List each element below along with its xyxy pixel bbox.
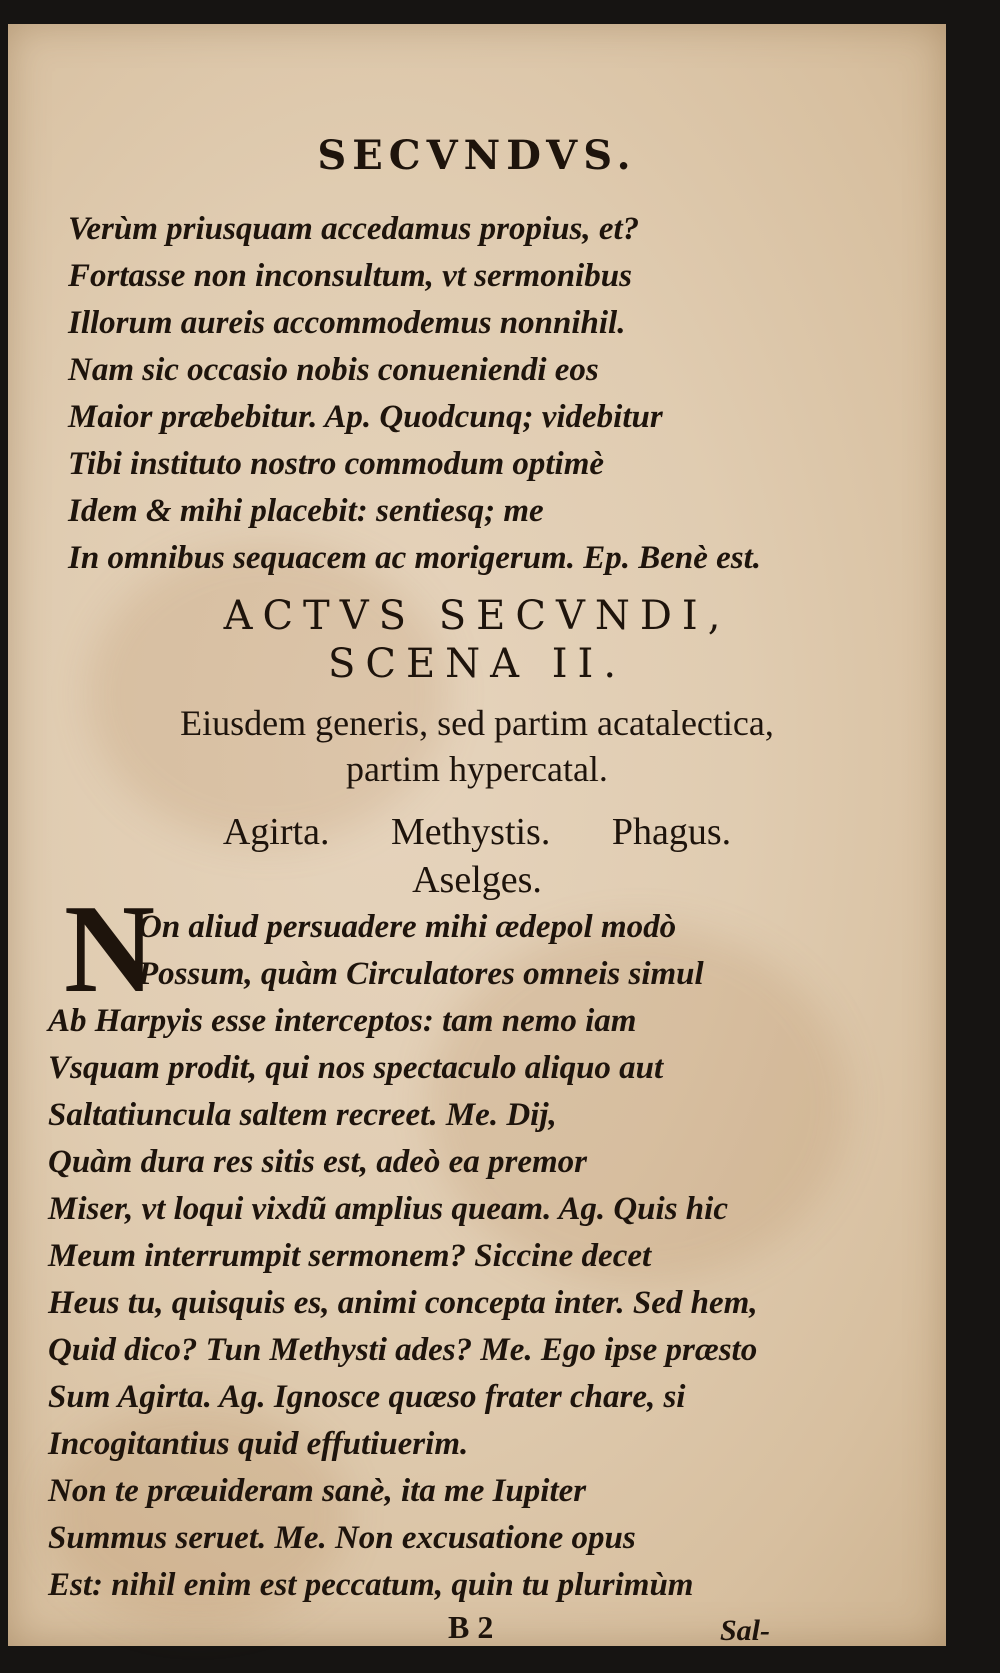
verse-line: Heus tu, quisquis es, animi concepta inter. Sed hem, — [48, 1285, 758, 1321]
verse-line: Maior præbebitur. Ap. Quodcunq; videbitur — [68, 399, 663, 435]
signature-mark: B 2 — [448, 1609, 494, 1645]
verse-line: Sum Agirta. Ag. Ignosce quæso frater chare, si — [48, 1379, 686, 1415]
meter-note-line1: Eiusdem generis, sed partim acatalectica, — [180, 703, 774, 743]
verse-line: Non te præuideram sanè, ita me Iupiter — [48, 1473, 587, 1509]
verse-line: Illorum aureis accommodemus nonnihil. — [68, 305, 626, 341]
verse-line: Quid dico? Tun Methysti ades? Me. Ego ipse præsto — [48, 1332, 758, 1368]
person-name: Agirta. — [222, 811, 330, 853]
verse-line: Saltatiuncula saltem recreet. Me. Dij, — [48, 1097, 557, 1133]
verse-line: Quàm dura res sitis est, adeò ea premor — [48, 1144, 588, 1180]
top-verse — [68, 206, 906, 582]
meter-note-line2: partim hypercatal. — [346, 749, 608, 789]
meter-note — [8, 700, 946, 792]
person-name: Aselges. — [412, 859, 542, 901]
verse-line: Verùm priusquam accedamus propius, et? — [68, 211, 640, 247]
running-head: SECVNDVS. — [317, 132, 637, 179]
verse-line: Summus seruet. Me. Non excusatione opus — [48, 1520, 636, 1556]
catchword: Sal- — [720, 1614, 771, 1647]
act-heading-line2: SCENA II. — [327, 641, 627, 687]
verse-line: Nam sic occasio nobis conueniendi eos — [68, 352, 599, 388]
drop-capital: N — [64, 880, 155, 1019]
act-heading-line1: ACTVS SECVNDI, — [223, 593, 731, 639]
verse-line: Incogitantius quid effutiuerim. — [48, 1426, 469, 1462]
verse-line: On aliud persuadere mihi ædepol modò — [138, 909, 677, 945]
verse-line: Tibi instituto nostro commodum optimè — [68, 446, 605, 482]
verse-line: Ab Harpyis esse interceptos: tam nemo iam — [48, 1003, 637, 1039]
book-page — [8, 24, 946, 1646]
verse-line: Fortasse non inconsultum, vt sermonibus — [68, 258, 632, 294]
person-name: Methystis. — [390, 811, 551, 853]
person-name: Phagus. — [611, 811, 732, 853]
verse-line: Meum interrumpit sermonem? Siccine decet — [48, 1238, 652, 1274]
verse-line: In omnibus sequacem ac morigerum. Ep. Benè est. — [68, 540, 762, 576]
verse-line: Miser, vt loqui vixdũ amplius queam. Ag. Quis hic — [48, 1191, 728, 1227]
scene-verse — [48, 904, 906, 1609]
verse-line: Possum, quàm Circulatores omneis simul — [138, 956, 704, 992]
verse-line: Est: nihil enim est peccatum, quin tu plurimùm — [48, 1567, 694, 1603]
verse-line: Vsquam prodit, qui nos spectaculo aliquo aut — [48, 1050, 664, 1086]
verse-line: Idem & mihi placebit: sentiesq; me — [68, 493, 544, 529]
act-heading — [8, 592, 946, 688]
